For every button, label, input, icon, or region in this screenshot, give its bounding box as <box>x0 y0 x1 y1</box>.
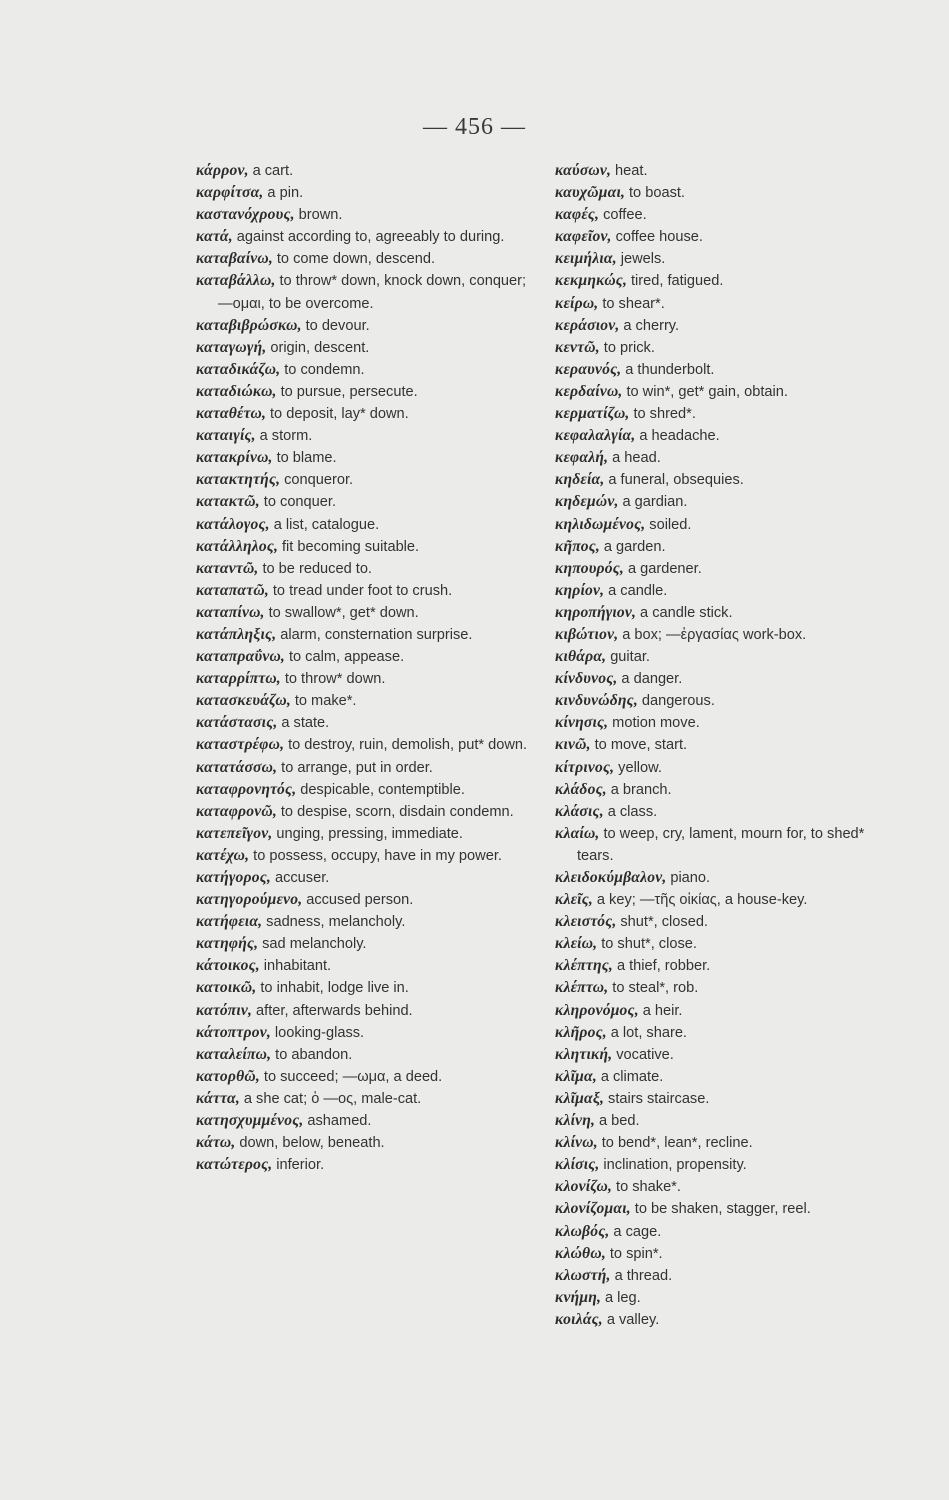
entry-headword: κεραυνός, <box>555 360 622 378</box>
entry-definition: a lot, share. <box>610 1024 687 1041</box>
entry-headword: κλειστός, <box>555 913 617 931</box>
entry-definition: a thief, robber. <box>616 958 711 975</box>
dictionary-entry <box>555 160 885 182</box>
entry-headword: κατεπεῖγον, <box>196 824 273 842</box>
entry-headword: καυχῶμαι, <box>555 184 626 202</box>
dictionary-entry <box>196 1110 528 1132</box>
entry-definition: conqueror. <box>284 472 354 489</box>
dictionary-entry <box>196 1022 528 1044</box>
entry-definition: a she cat; ὁ —ος, male-cat. <box>243 1090 422 1107</box>
dictionary-entry <box>555 315 885 337</box>
dictionary-entry <box>196 823 528 845</box>
entry-definition: coffee house. <box>615 229 703 246</box>
entry-definition: motion move. <box>612 715 700 732</box>
entry-headword: καφεῖον, <box>555 228 612 246</box>
dictionary-entry <box>555 779 885 801</box>
entry-definition: to pursue, persecute. <box>280 383 418 400</box>
entry-definition: heat. <box>615 163 648 179</box>
entry-definition: stairs staircase. <box>608 1090 710 1107</box>
dictionary-entry <box>196 1000 528 1022</box>
dictionary-entry <box>196 1066 528 1088</box>
entry-headword: κλάσις, <box>555 802 604 820</box>
entry-headword: κηδεμών, <box>555 493 619 511</box>
dictionary-entry <box>196 270 528 314</box>
entry-headword: κλωστή, <box>555 1266 611 1284</box>
entry-headword: καταφρονῶ, <box>196 802 277 820</box>
dictionary-entry <box>196 248 528 270</box>
entry-definition: piano. <box>670 870 711 886</box>
entry-definition: a leg. <box>604 1289 641 1306</box>
entry-definition: sadness, melancholy. <box>266 914 406 931</box>
entry-definition: to deposit, lay* down. <box>270 406 409 423</box>
entry-headword: κατασκευάζω, <box>196 692 291 710</box>
entry-definition: alarm, consternation surprise. <box>280 626 473 643</box>
entry-headword: κεράσιον, <box>555 316 620 334</box>
entry-definition: to arrange, put in order. <box>281 759 433 776</box>
dictionary-entry <box>196 845 528 867</box>
entry-headword: καταβάλλω, <box>196 272 276 290</box>
left-column <box>196 160 528 1176</box>
dictionary-entry <box>196 580 528 602</box>
entry-definition: to win*, get* gain, obtain. <box>626 383 788 400</box>
entry-definition: after, afterwards behind. <box>256 1002 413 1019</box>
entry-headword: κεφαλαλγία, <box>555 427 636 445</box>
entry-headword: κεφαλή, <box>555 449 609 467</box>
dictionary-entry <box>196 403 528 425</box>
dictionary-entry <box>555 734 885 756</box>
dictionary-entry <box>555 580 885 602</box>
entry-definition: to tread under foot to crush. <box>272 582 453 599</box>
entry-headword: κινδυνώδης, <box>555 692 638 710</box>
entry-definition: a danger. <box>621 671 683 688</box>
dictionary-entry <box>196 734 528 756</box>
entry-definition: inclination, propensity. <box>603 1157 747 1174</box>
entry-headword: κατήφεια, <box>196 913 263 931</box>
dictionary-entry <box>196 602 528 624</box>
dictionary-entry <box>555 624 885 646</box>
entry-headword: κάρρον, <box>196 162 249 179</box>
dictionary-entry <box>555 447 885 469</box>
entry-headword: κατηγορούμενο, <box>196 891 303 909</box>
entry-headword: κλέπτω, <box>555 979 609 997</box>
entry-definition: against according to, agreeably to during. <box>236 229 505 246</box>
entry-definition: a state. <box>281 715 330 732</box>
dictionary-entry <box>555 381 885 403</box>
dictionary-entry <box>196 558 528 580</box>
dictionary-entry <box>555 911 885 933</box>
entry-definition: a list, catalogue. <box>273 516 380 533</box>
dictionary-entry <box>196 359 528 381</box>
entry-headword: κερδαίνω, <box>555 382 623 400</box>
dictionary-entry <box>555 1198 885 1220</box>
entry-headword: καταγωγή, <box>196 338 267 356</box>
dictionary-entry <box>196 226 528 248</box>
entry-definition: a gardener. <box>627 560 702 577</box>
entry-definition: to throw* down. <box>284 671 386 688</box>
dictionary-entry <box>196 1132 528 1154</box>
entry-headword: κηλιδωμένος, <box>555 515 646 533</box>
entry-definition: to make*. <box>294 693 357 710</box>
dictionary-entry <box>555 1088 885 1110</box>
entry-headword: κνήμη, <box>555 1288 602 1306</box>
entry-headword: κηπουρός, <box>555 559 625 577</box>
entry-definition: accused person. <box>306 892 414 909</box>
dictionary-entry <box>196 491 528 513</box>
entry-definition: to throw* down, knock down, conquer; —ομαι, to be overcome. <box>218 273 527 312</box>
dictionary-entry <box>555 1000 885 1022</box>
dictionary-entry <box>555 867 885 889</box>
dictionary-entry <box>555 602 885 624</box>
entry-definition: to abandon. <box>275 1046 353 1063</box>
entry-definition: a heir. <box>642 1002 683 1019</box>
dictionary-entry <box>555 977 885 999</box>
entry-definition: fit becoming suitable. <box>282 538 420 555</box>
dictionary-entry <box>555 933 885 955</box>
entry-definition: a head. <box>612 450 661 467</box>
entry-definition: dangerous. <box>641 693 715 710</box>
entry-headword: καταστρέφω, <box>196 736 285 754</box>
dictionary-entry <box>555 712 885 734</box>
entry-headword: κατάλογος, <box>196 515 270 533</box>
entry-headword: κινῶ, <box>555 736 591 754</box>
entry-headword: κερματίζω, <box>555 405 630 423</box>
entry-headword: κλίνη, <box>555 1112 596 1130</box>
entry-definition: sad melancholy. <box>262 936 367 953</box>
entry-definition: to shear*. <box>602 295 665 312</box>
entry-definition: unging, pressing, immediate. <box>276 825 463 842</box>
dictionary-entry <box>555 403 885 425</box>
dictionary-entry <box>555 1265 885 1287</box>
dictionary-entry <box>196 425 528 447</box>
entry-headword: κλῖμα, <box>555 1067 597 1085</box>
dictionary-entry <box>196 469 528 491</box>
dictionary-entry <box>555 491 885 513</box>
entry-headword: καύσων, <box>555 162 612 179</box>
entry-definition: shut*, closed. <box>620 914 708 931</box>
entry-definition: a bed. <box>599 1113 640 1130</box>
entry-definition: a headache. <box>639 428 720 445</box>
entry-headword: κλείω, <box>555 935 598 953</box>
entry-definition: a box; —ἐργασίας work-box. <box>622 626 807 643</box>
entry-headword: κλάδος, <box>555 780 607 798</box>
entry-headword: κλίνω, <box>555 1134 598 1152</box>
entry-headword: καταπραΰνω, <box>196 648 286 666</box>
entry-definition: a cherry. <box>623 317 680 334</box>
entry-definition: to prick. <box>603 339 655 356</box>
entry-headword: κατόπιν, <box>196 1001 253 1019</box>
dictionary-entry <box>555 359 885 381</box>
entry-definition: yellow. <box>618 759 662 776</box>
entry-headword: κεκμηκώς, <box>555 272 628 290</box>
entry-headword: κλωβός, <box>555 1222 610 1240</box>
entry-headword: κειμήλια, <box>555 250 617 268</box>
entry-headword: κατώτερος, <box>196 1156 273 1174</box>
dictionary-entry <box>555 204 885 226</box>
dictionary-entry <box>196 381 528 403</box>
entry-definition: to come down, descend. <box>276 251 436 268</box>
dictionary-entry <box>555 690 885 712</box>
entry-headword: κατατάσσω, <box>196 758 278 776</box>
dictionary-entry <box>555 1221 885 1243</box>
entry-headword: κάτοικος, <box>196 957 260 975</box>
dictionary-entry <box>555 1176 885 1198</box>
entry-headword: κλώθω, <box>555 1244 606 1262</box>
entry-definition: a valley. <box>606 1311 660 1328</box>
entry-headword: κηδεία, <box>555 471 605 489</box>
entry-headword: κιθάρα, <box>555 648 607 666</box>
entry-headword: καταθέτω, <box>196 405 267 423</box>
dictionary-entry <box>555 889 885 911</box>
dictionary-entry <box>196 204 528 226</box>
dictionary-entry <box>196 337 528 359</box>
entry-headword: κλαίω, <box>555 824 600 842</box>
entry-definition: to spin*. <box>609 1245 663 1262</box>
entry-definition: a gardian. <box>622 494 688 511</box>
dictionary-entry <box>555 514 885 536</box>
entry-headword: καταβιβρώσκω, <box>196 316 302 334</box>
entry-headword: κατορθῶ, <box>196 1067 260 1085</box>
entry-headword: κίτρινος, <box>555 758 615 776</box>
dictionary-entry <box>555 1110 885 1132</box>
entry-definition: to move, start. <box>594 737 688 754</box>
entry-definition: a candle stick. <box>640 604 733 621</box>
entry-definition: coffee. <box>603 207 647 224</box>
dictionary-entry <box>196 690 528 712</box>
dictionary-entry <box>555 1066 885 1088</box>
dictionary-entry <box>555 1287 885 1309</box>
entry-headword: καταπατῶ, <box>196 581 269 599</box>
dictionary-entry <box>555 646 885 668</box>
dictionary-entry <box>555 293 885 315</box>
entry-headword: κατέχω, <box>196 846 250 864</box>
dictionary-entry <box>555 536 885 558</box>
dictionary-entry <box>555 1309 885 1331</box>
entry-headword: κάτω, <box>196 1134 236 1152</box>
entry-definition: a garden. <box>603 538 666 555</box>
entry-definition: to possess, occupy, have in my power. <box>253 847 502 864</box>
dictionary-entry <box>555 757 885 779</box>
entry-definition: to be shaken, stagger, reel. <box>634 1201 811 1218</box>
entry-headword: κατήγορος, <box>196 869 272 886</box>
dictionary-entry <box>555 248 885 270</box>
dictionary-entry <box>555 469 885 491</box>
entry-definition: to succeed; —ωμα, a deed. <box>263 1068 443 1085</box>
dictionary-entry <box>196 911 528 933</box>
entry-definition: inferior. <box>276 1157 325 1174</box>
entry-headword: καταιγίς, <box>196 427 256 445</box>
dictionary-entry <box>196 514 528 536</box>
entry-headword: κατακρίνω, <box>196 449 273 467</box>
entry-definition: to weep, cry, lament, mourn for, to shed* tears. <box>577 825 865 864</box>
entry-definition: to calm, appease. <box>288 649 405 666</box>
entry-headword: καταπίνω, <box>196 603 265 621</box>
entry-definition: looking-glass. <box>274 1024 365 1041</box>
entry-definition: to devour. <box>305 317 370 334</box>
entry-definition: to shake*. <box>616 1179 681 1196</box>
entry-headword: κάττα, <box>196 1089 240 1107</box>
entry-headword: κατάλληλος, <box>196 537 279 555</box>
entry-definition: soiled. <box>649 516 692 533</box>
entry-headword: κατακτητής, <box>196 471 281 489</box>
entry-headword: κεντῶ, <box>555 338 600 356</box>
entry-headword: κλονίζομαι, <box>555 1200 631 1218</box>
entry-definition: jewels. <box>620 251 666 268</box>
dictionary-entry <box>196 801 528 823</box>
entry-definition: a class. <box>607 803 658 820</box>
entry-definition: to be reduced to. <box>262 560 372 577</box>
entry-headword: καταρρίπτω, <box>196 670 281 688</box>
dictionary-entry <box>196 668 528 690</box>
dictionary-entry <box>196 646 528 668</box>
entry-definition: to shut*, close. <box>601 936 697 953</box>
entry-definition: a cage. <box>613 1223 662 1240</box>
entry-headword: κοιλάς, <box>555 1310 603 1328</box>
entry-headword: καταλείπω, <box>196 1045 272 1063</box>
dictionary-entry <box>555 823 885 867</box>
entry-definition: a storm. <box>259 428 313 445</box>
entry-definition: a thunderbolt. <box>625 361 715 378</box>
entry-definition: to conquer. <box>263 494 337 511</box>
dictionary-entry <box>196 315 528 337</box>
entry-headword: κατηφής, <box>196 935 259 953</box>
entry-headword: κατακτῶ, <box>196 493 260 511</box>
entry-definition: despicable, contemptible. <box>300 781 465 798</box>
entry-definition: origin, descent. <box>270 339 370 356</box>
entry-headword: κείρω, <box>555 294 599 312</box>
dictionary-entry <box>555 1132 885 1154</box>
dictionary-entry <box>196 867 528 889</box>
dictionary-entry <box>196 933 528 955</box>
entry-headword: κλέπτης, <box>555 957 614 975</box>
entry-headword: κληρονόμος, <box>555 1001 639 1019</box>
dictionary-entry <box>196 1088 528 1110</box>
entry-definition: a pin. <box>267 185 304 202</box>
dictionary-entry <box>555 1243 885 1265</box>
right-column <box>555 160 885 1331</box>
entry-definition: to bend*, lean*, recline. <box>601 1135 753 1152</box>
entry-headword: καταντῶ, <box>196 559 259 577</box>
entry-headword: κηρίον, <box>555 581 605 599</box>
entry-headword: καρφίτσα, <box>196 184 264 202</box>
entry-headword: κλητική, <box>555 1045 613 1063</box>
entry-headword: κατησχυμμένος, <box>196 1112 304 1130</box>
entry-headword: κηροπήγιον, <box>555 603 637 621</box>
entry-definition: a cart. <box>252 163 294 179</box>
dictionary-entry <box>555 337 885 359</box>
dictionary-entry <box>196 160 528 182</box>
dictionary-entry <box>196 712 528 734</box>
entry-definition: vocative. <box>616 1046 674 1063</box>
dictionary-entry <box>555 226 885 248</box>
dictionary-entry <box>555 1154 885 1176</box>
dictionary-entry <box>555 955 885 977</box>
dictionary-entry <box>555 270 885 292</box>
entry-definition: a climate. <box>600 1068 664 1085</box>
dictionary-entry <box>196 447 528 469</box>
entry-headword: κλῆρος, <box>555 1023 607 1041</box>
entry-definition: to inhabit, lodge live in. <box>260 980 409 997</box>
dictionary-entry <box>555 1044 885 1066</box>
entry-headword: κατοικῶ, <box>196 979 257 997</box>
entry-headword: κλεῖς, <box>555 891 593 909</box>
entry-definition: accuser. <box>274 870 330 886</box>
dictionary-entry <box>196 624 528 646</box>
entry-definition: a candle. <box>608 582 668 599</box>
dictionary-entry <box>555 668 885 690</box>
dictionary-entry <box>196 536 528 558</box>
entry-definition: guitar. <box>610 649 650 666</box>
entry-headword: κιβώτιον, <box>555 625 619 643</box>
entry-headword: κῆπος, <box>555 537 600 555</box>
entry-definition: to blame. <box>276 450 337 467</box>
entry-definition: brown. <box>298 207 343 224</box>
dictionary-entry <box>196 757 528 779</box>
entry-headword: καταδικάζω, <box>196 360 281 378</box>
entry-definition: to steal*, rob. <box>612 980 699 997</box>
entry-headword: κάτοπτρον, <box>196 1023 271 1041</box>
entry-headword: κλονίζω, <box>555 1178 613 1196</box>
entry-definition: to shred*. <box>633 406 696 423</box>
entry-definition: a key; —τῆς οἰκίας, a house-key. <box>596 892 808 909</box>
entry-headword: κατά, <box>196 228 233 246</box>
dictionary-entry <box>196 889 528 911</box>
entry-headword: κατάστασις, <box>196 714 278 732</box>
entry-headword: καφές, <box>555 206 600 224</box>
entry-definition: to condemn. <box>284 361 365 378</box>
entry-headword: καστανόχρους, <box>196 206 295 224</box>
dictionary-entry <box>555 182 885 204</box>
dictionary-entry <box>555 558 885 580</box>
entry-headword: καταβαίνω, <box>196 250 273 268</box>
entry-definition: inhabitant. <box>263 958 332 975</box>
entry-definition: to despise, scorn, disdain condemn. <box>280 803 514 820</box>
dictionary-entry <box>196 1154 528 1176</box>
entry-headword: καταφρονητός, <box>196 780 297 798</box>
entry-headword: κατάπληξις, <box>196 625 277 643</box>
dictionary-entry <box>555 801 885 823</box>
entry-definition: a thread. <box>614 1267 673 1284</box>
dictionary-entry <box>196 1044 528 1066</box>
entry-headword: κίνδυνος, <box>555 670 618 688</box>
entry-definition: to boast. <box>629 185 685 202</box>
entry-definition: a funeral, obsequies. <box>608 472 744 489</box>
dictionary-entry <box>555 425 885 447</box>
entry-definition: a branch. <box>610 781 672 798</box>
entry-definition: to destroy, ruin, demolish, put* down. <box>288 737 528 754</box>
entry-definition: ashamed. <box>307 1113 372 1130</box>
dictionary-entry <box>196 955 528 977</box>
dictionary-entry <box>555 1022 885 1044</box>
entry-headword: καταδιώκω, <box>196 382 277 400</box>
entry-definition: tired, fatigued. <box>630 273 724 290</box>
page-number: — 456 — <box>423 114 526 140</box>
dictionary-entry <box>196 977 528 999</box>
entry-definition: to swallow*, get* down. <box>268 604 419 621</box>
entry-definition: down, below, beneath. <box>239 1135 385 1152</box>
dictionary-entry <box>196 182 528 204</box>
dictionary-entry <box>196 779 528 801</box>
entry-headword: κλῖμαξ, <box>555 1089 605 1107</box>
entry-headword: κίνησις, <box>555 714 609 732</box>
entry-headword: κλειδοκύμβαλον, <box>555 869 667 886</box>
entry-headword: κλίσις, <box>555 1156 600 1174</box>
